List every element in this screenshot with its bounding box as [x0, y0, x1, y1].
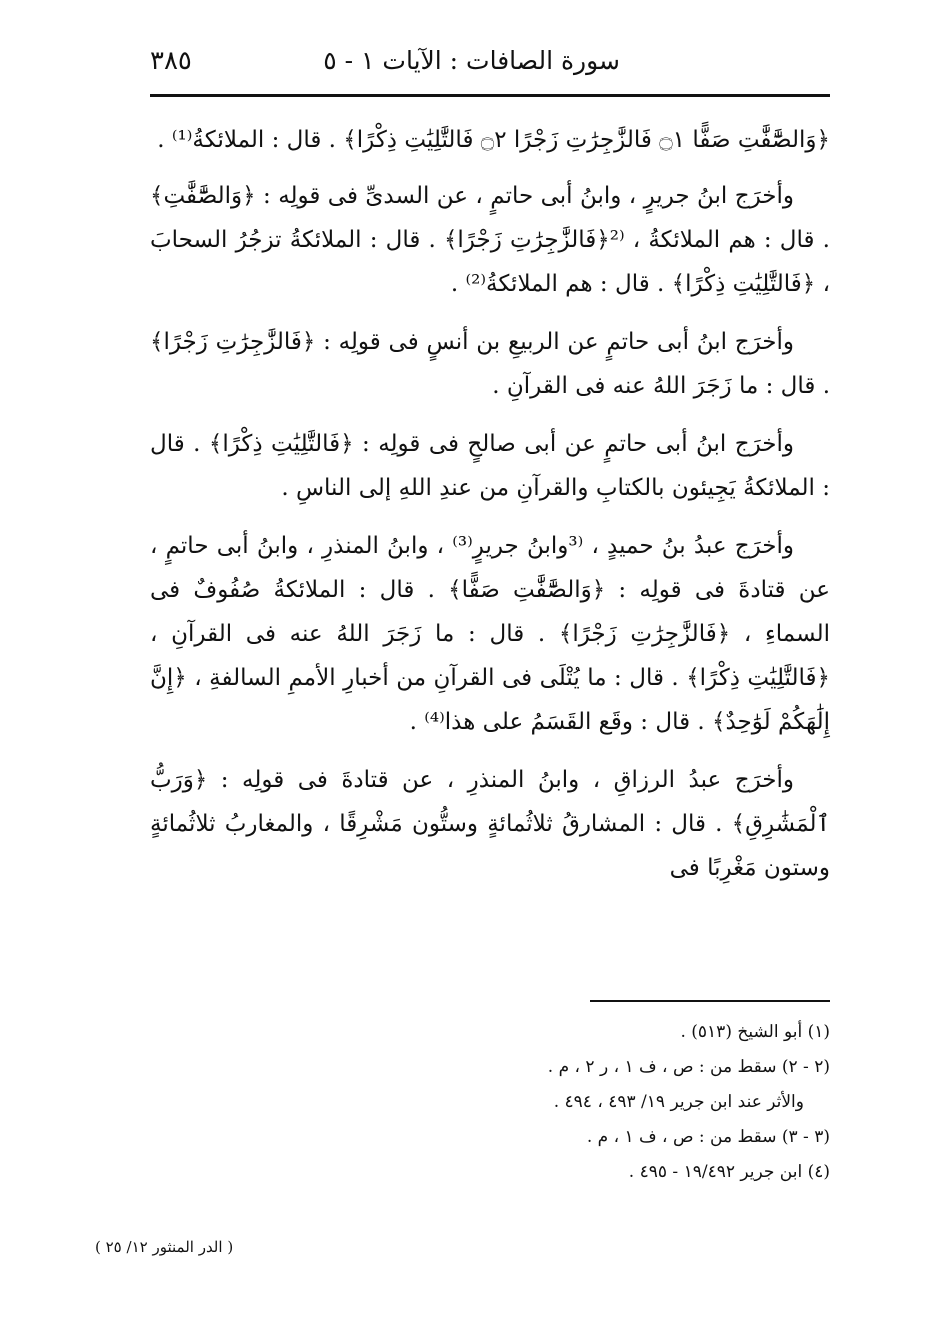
footnote-rule — [590, 1000, 830, 1002]
paragraph: وأخرَج ابنُ أبى حاتمٍ عن أبى صالحٍ فى قولِه : ﴿فَالتَّٰلِيَٰتِ ذِكْرًا﴾ . قال : الملائكةُ يَجِيئون بالكتابِ والقرآنِ من عندِ اللهِ إلى الناسِ . — [150, 431, 830, 501]
footnote: (٤) ابن جرير ١٩/٤٩٢ - ٤٩٥ . — [628, 1162, 830, 1182]
source-reference: ( الدر المنثور ١٢/ ٢٥ ) — [95, 1238, 234, 1256]
paragraph: وأخرَج عبدُ الرزاقِ ، وابنُ المنذرِ ، عن قتادةَ فى قولِه : ﴿وَرَبُّ ٱلْمَشَٰرِقِ﴾ . قال : المشارقُ ثلاثُمائةٍ وستُّون مَشْرِقًا ، والمغاربُ ثلاثُمائةٍ وستون مَغْرِبًا فى — [150, 767, 830, 881]
footnote: (٢ - ٢) سقط من : ص ، ف ١ ، ر ٢ ، م . — [547, 1057, 830, 1077]
page-header — [150, 40, 830, 88]
paragraph: وأخرَج عبدُ بنُ حميدٍ ، ⁽³وابنُ جريرٍ⁽³⁾ ، وابنُ المنذرِ ، وابنُ أبى حاتمٍ ، عن قتادةَ فى قولِه : ﴿وَالصَّٰٓفَّٰتِ صَفًّا﴾ . قال : الملائكةُ صُفُوفٌ فى السماءِ ، ﴿فَالزَّٰجِرَٰتِ زَجْرًا﴾ . قال : ما زَجَرَ اللهُ عنه فى القرآنِ ، ﴿فَالتَّٰلِيَٰتِ ذِكْرًا﴾ . قال : ما يُتْلَى فى القرآنِ من أخبارِ الأممِ السالفةِ ، ﴿إِنَّ إِلَٰهَكُمْ لَوَٰحِدٌ﴾ . قال : وقَع القَسَمُ على هذا⁽⁴⁾ . — [150, 533, 830, 735]
footnote: (١) أبو الشيخ (٥١٣) . — [680, 1022, 830, 1042]
footnotes — [150, 1015, 830, 1190]
running-title: سورة الصافات : الآيات ١ - ٥ — [323, 46, 620, 75]
footnote-continuation: والأثر عند ابن جرير ١٩/ ٤٩٣ ، ٤٩٤ . — [553, 1092, 804, 1112]
paragraph-verse: ﴿وَالصَّٰٓفَّٰتِ صَفًّا ۝١ فَالزَّٰجِرَٰتِ زَجْرًا ۝٢ فَالتَّٰلِيَٰتِ ذِكْرًا﴾ . قال : الملائكةُ⁽¹⁾ . — [157, 127, 830, 153]
footnote: (٣ - ٣) سقط من : ص ، ف ١ ، م . — [586, 1127, 830, 1147]
paragraph: وأخرَج ابنُ أبى حاتمٍ عن الربيعِ بن أنسٍ فى قولِه : ﴿فَالزَّٰجِرَٰتِ زَجْرًا﴾ . قال : ما زَجَرَ اللهُ عنه فى القرآنِ . — [150, 329, 830, 399]
header-rule — [150, 94, 830, 97]
main-text — [150, 118, 830, 904]
page-number: ٣٨٥ — [150, 46, 192, 76]
paragraph: وأخرَج ابنُ جريرٍ ، وابنُ أبى حاتمٍ ، عن السدىِّ فى قولِه : ﴿وَالصَّٰٓفَّٰتِ﴾ . قال : هم الملائكةُ ، ⁽²﴿فَالزَّٰجِرَٰتِ زَجْرًا﴾ . قال : الملائكةُ تزجُرُ السحابَ ، ﴿فَالتَّٰلِيَٰتِ ذِكْرًا﴾ . قال : هم الملائكةُ⁽²⁾ . — [150, 183, 830, 297]
